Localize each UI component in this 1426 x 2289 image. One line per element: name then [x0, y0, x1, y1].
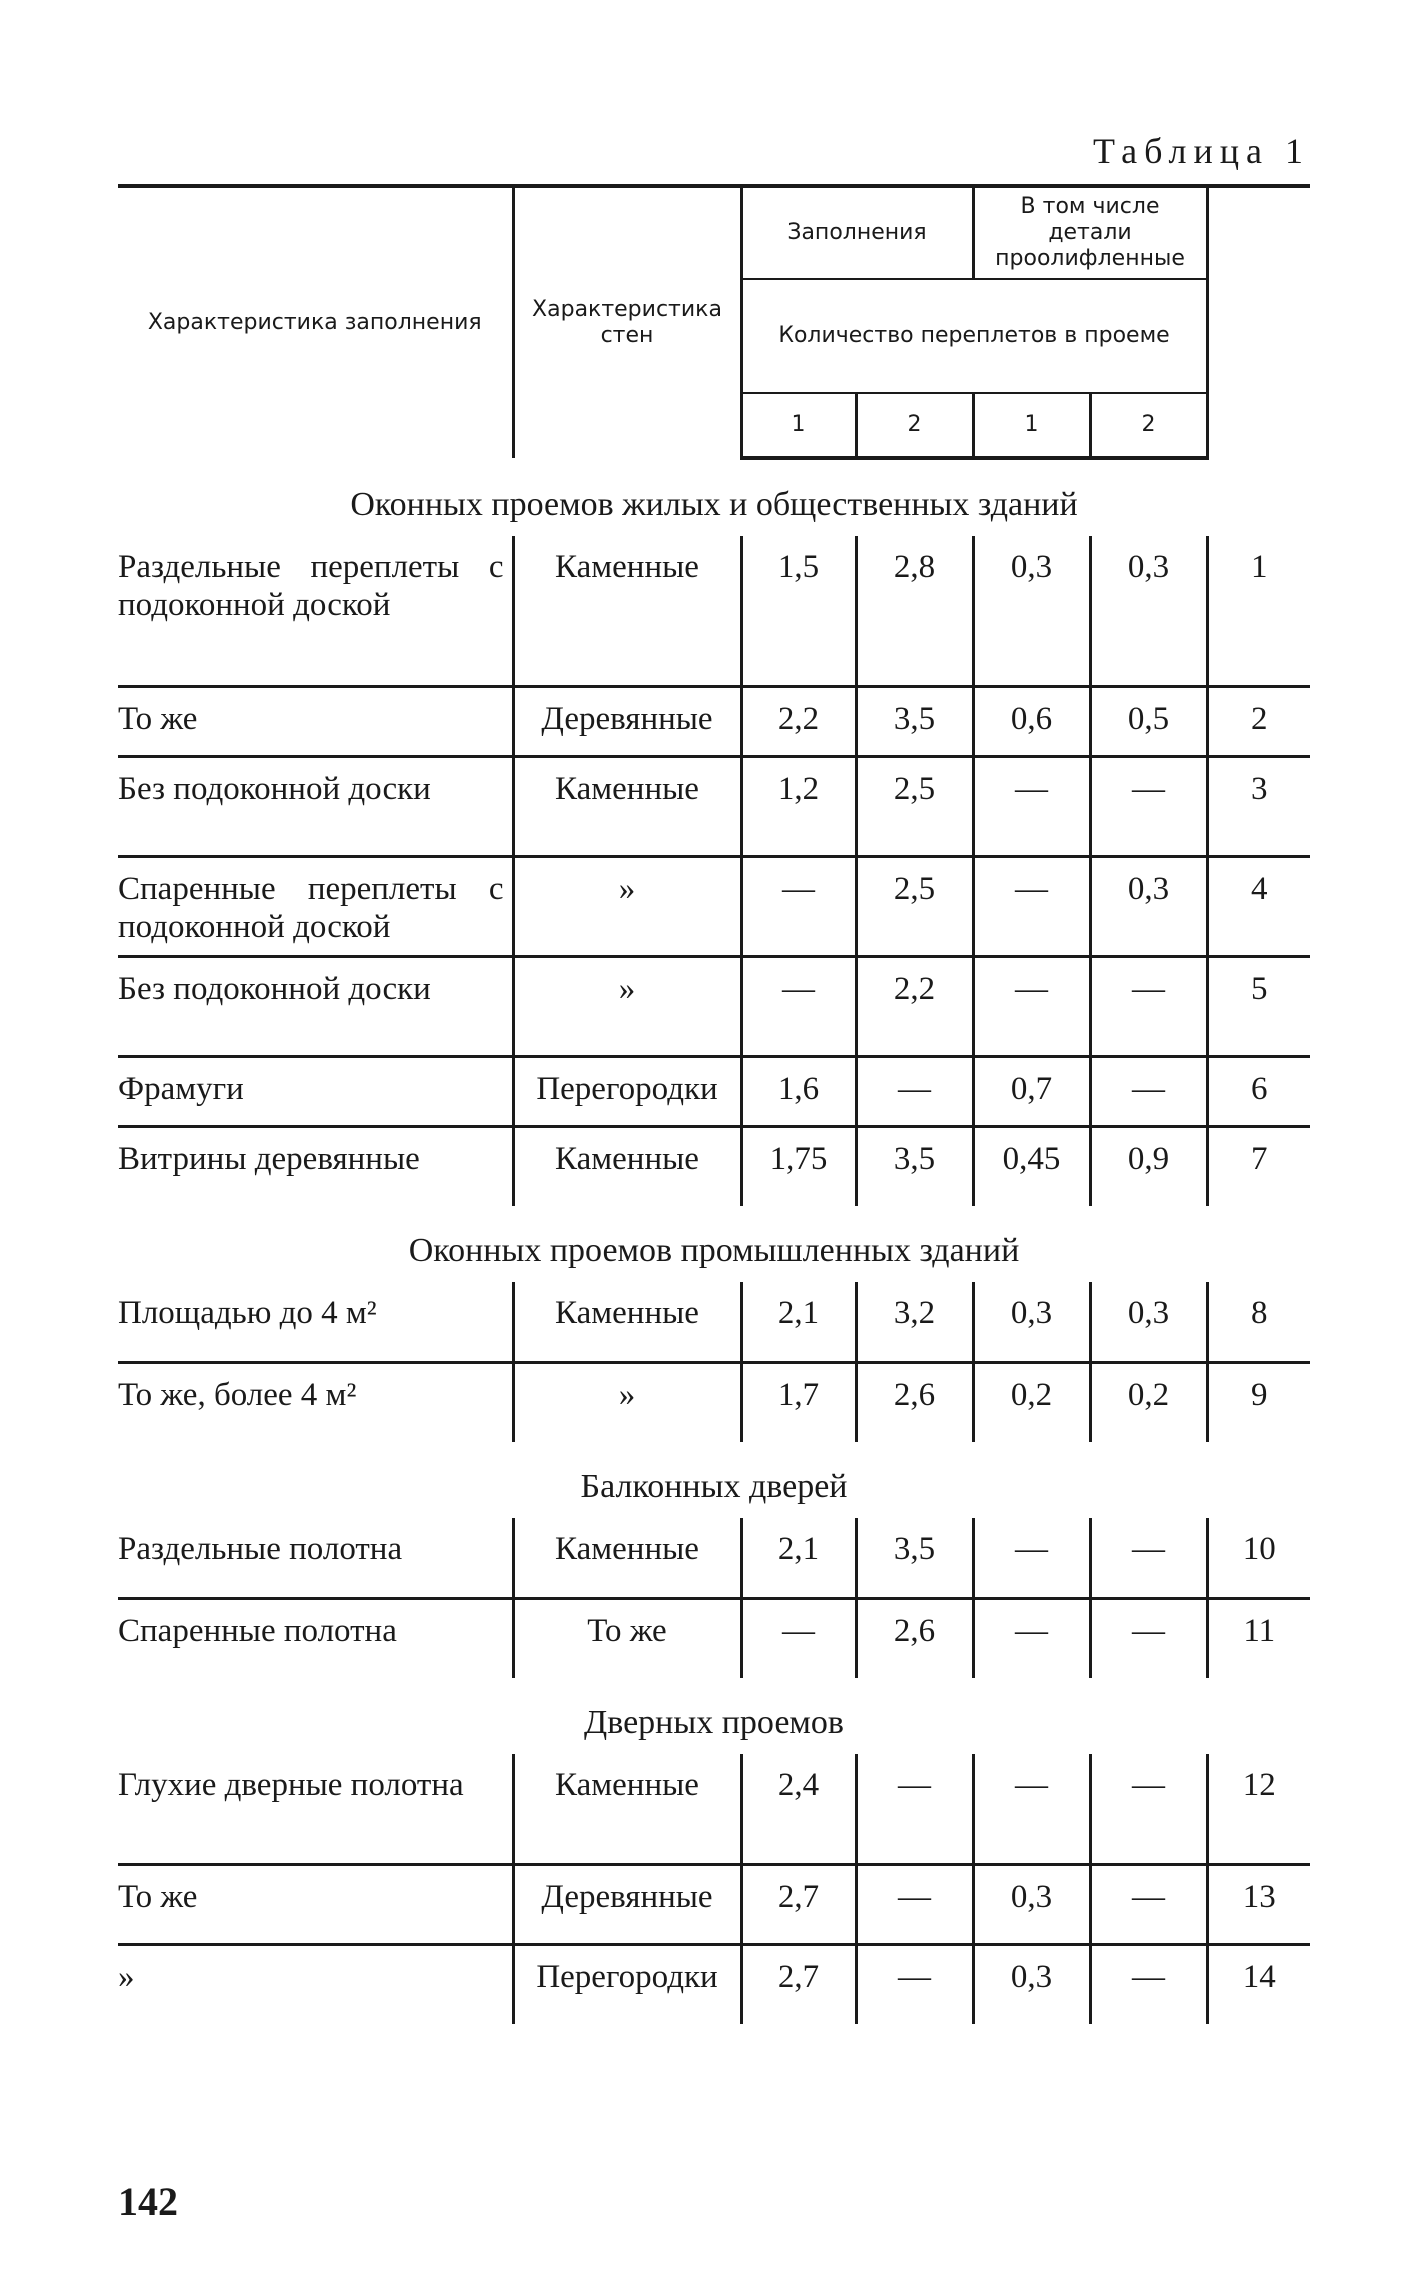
cell-walls: Перегородки [513, 1944, 741, 2024]
cell-details-1: 0,45 [973, 1126, 1090, 1206]
cell-row-number: 5 [1207, 956, 1310, 1056]
cell-walls: То же [513, 1598, 741, 1678]
cell-details-2: — [1090, 1518, 1207, 1598]
cell-details-1: 0,6 [973, 686, 1090, 756]
section-title: Оконных проемов промышленных зданий [408, 1232, 1020, 1269]
cell-row-number: 9 [1207, 1362, 1310, 1442]
cell-row-number: 2 [1207, 686, 1310, 756]
cell-fill: Фрамуги [118, 1056, 513, 1126]
cell-fill: То же, более 4 м² [118, 1376, 357, 1413]
cell-details-2: 0,3 [1090, 1282, 1207, 1362]
table-caption: Таблица 1 [1093, 131, 1310, 171]
cell-details-1: 0,7 [973, 1056, 1090, 1126]
cell-details-2: 0,2 [1090, 1362, 1207, 1442]
header-sub-2: 2 [856, 393, 973, 458]
cell-row-number: 8 [1207, 1282, 1310, 1362]
table-row [118, 956, 1310, 1056]
section-title-row [118, 458, 1310, 536]
cell-details-1: — [973, 956, 1090, 1056]
cell-details-1: — [973, 856, 1090, 956]
cell-details-2: — [1090, 1754, 1207, 1864]
cell-details-1: — [973, 1598, 1090, 1678]
cell-fill-1: 1,6 [741, 1056, 856, 1126]
table-row [118, 1362, 1310, 1442]
table-row [118, 1518, 1310, 1598]
cell-walls: Каменные [513, 1518, 741, 1598]
table-row [118, 1754, 1310, 1864]
header-count: Количество переплетов в проеме [741, 279, 1207, 393]
cell-fill: Без подоконной доски [118, 756, 513, 856]
table-row [118, 1056, 1310, 1126]
cell-fill: Витрины деревянные [118, 1140, 420, 1177]
header-fill: Характеристика заполнения [118, 186, 513, 458]
cell-fill: Площадью до 4 м² [118, 1282, 513, 1362]
cell-walls: Каменные [513, 1126, 741, 1206]
cell-fill-1: — [741, 956, 856, 1056]
cell-fill: Раздельные полотна [118, 1518, 513, 1598]
cell-details-1: — [973, 756, 1090, 856]
table-row [118, 756, 1310, 856]
table-row [118, 686, 1310, 756]
cell-fill-2: — [856, 1944, 973, 2024]
cell-details-1: — [973, 1518, 1090, 1598]
cell-details-2: — [1090, 1944, 1207, 2024]
cell-fill: Раздельные переплеты с подоконной доской [118, 536, 513, 686]
cell-fill: То же [118, 1864, 513, 1944]
cell-details-1: 0,3 [973, 1864, 1090, 1944]
data-table [118, 184, 1310, 2024]
cell-fill: То же [118, 686, 513, 756]
header-sub-3: 1 [973, 393, 1090, 458]
table-row [118, 1282, 1310, 1362]
cell-details-2: 0,3 [1090, 856, 1207, 956]
page [118, 130, 1310, 2024]
cell-fill-1: 2,2 [741, 686, 856, 756]
section-title-row [118, 1678, 1310, 1754]
cell-details-1: 0,2 [973, 1362, 1090, 1442]
cell-row-number: 6 [1207, 1056, 1310, 1126]
cell-fill: Спаренные переплеты с подоконной доской [118, 856, 513, 956]
header-group-details: В том числе детали проолифленные [973, 186, 1207, 279]
cell-row-number: 3 [1207, 756, 1310, 856]
cell-fill-2: 2,2 [856, 956, 973, 1056]
cell-walls: » [513, 1362, 741, 1442]
cell-walls: » [513, 956, 741, 1056]
cell-row-number: 12 [1207, 1754, 1310, 1864]
cell-fill-1: 1,5 [741, 536, 856, 686]
cell-walls: Деревянные [513, 686, 741, 756]
cell-walls: Каменные [513, 756, 741, 856]
cell-details-2: 0,9 [1090, 1126, 1207, 1206]
cell-fill-1: 2,1 [741, 1518, 856, 1598]
cell-walls: Перегородки [513, 1056, 741, 1126]
cell-fill-2: 3,5 [856, 1518, 973, 1598]
cell-fill-2: 3,5 [856, 1126, 973, 1206]
cell-details-2: — [1090, 956, 1207, 1056]
cell-fill: » [118, 1958, 135, 1995]
cell-row-number: 4 [1207, 856, 1310, 956]
section-title: Балконных дверей [580, 1468, 848, 1505]
cell-details-2: 0,5 [1090, 686, 1207, 756]
section-title-row [118, 1206, 1310, 1282]
cell-details-1: 0,3 [973, 536, 1090, 686]
cell-details-1: — [973, 1754, 1090, 1864]
cell-details-1: 0,3 [973, 1282, 1090, 1362]
cell-fill-1: — [741, 856, 856, 956]
cell-row-number: 14 [1207, 1944, 1310, 2024]
cell-details-2: 0,3 [1090, 536, 1207, 686]
header-walls: Характеристика стен [513, 186, 741, 458]
cell-fill-2: — [856, 1864, 973, 1944]
cell-fill: Без подоконной доски [118, 956, 513, 1056]
header-sub-4: 2 [1090, 393, 1207, 458]
table-header [118, 186, 1310, 458]
cell-walls: Каменные [513, 1754, 741, 1864]
cell-row-number: 10 [1207, 1518, 1310, 1598]
cell-fill-2: 2,8 [856, 536, 973, 686]
cell-details-2: — [1090, 1864, 1207, 1944]
section-title: Оконных проемов жилых и общественных зданий [350, 486, 1078, 523]
cell-fill-1: 2,4 [741, 1754, 856, 1864]
cell-fill-1: 1,2 [741, 756, 856, 856]
cell-details-2: — [1090, 1056, 1207, 1126]
cell-fill-2: — [856, 1754, 973, 1864]
cell-fill: Спаренные полотна [118, 1612, 397, 1649]
section-title: Дверных проемов [584, 1704, 844, 1741]
cell-fill-2: 2,5 [856, 856, 973, 956]
table-row [118, 1864, 1310, 1944]
cell-fill-2: 2,6 [856, 1598, 973, 1678]
table-row [118, 536, 1310, 686]
cell-walls: Деревянные [513, 1864, 741, 1944]
header-empty [1207, 186, 1310, 458]
table-row [118, 1598, 1310, 1678]
table-body [118, 458, 1310, 2024]
cell-walls: Каменные [513, 1282, 741, 1362]
header-group-fill: Заполнения [741, 186, 973, 279]
cell-fill-2: — [856, 1056, 973, 1126]
cell-details-2: — [1090, 756, 1207, 856]
cell-walls: Каменные [513, 536, 741, 686]
cell-fill-1: 1,7 [741, 1362, 856, 1442]
header-sub-1: 1 [741, 393, 856, 458]
cell-row-number: 11 [1207, 1598, 1310, 1678]
table-row [118, 856, 1310, 956]
table-row [118, 1126, 1310, 1206]
cell-fill-1: 2,1 [741, 1282, 856, 1362]
cell-fill-2: 2,5 [856, 756, 973, 856]
table-row [118, 1944, 1310, 2024]
cell-row-number: 7 [1207, 1126, 1310, 1206]
cell-fill-1: 1,75 [741, 1126, 856, 1206]
cell-fill-2: 3,2 [856, 1282, 973, 1362]
cell-fill-2: 2,6 [856, 1362, 973, 1442]
cell-fill: Глухие дверные полотна [118, 1754, 513, 1864]
cell-fill-1: 2,7 [741, 1864, 856, 1944]
cell-fill-1: — [741, 1598, 856, 1678]
cell-fill-2: 3,5 [856, 686, 973, 756]
cell-fill-1: 2,7 [741, 1944, 856, 2024]
cell-row-number: 13 [1207, 1864, 1310, 1944]
cell-walls: » [513, 856, 741, 956]
section-title-row [118, 1442, 1310, 1518]
cell-details-1: 0,3 [973, 1944, 1090, 2024]
cell-details-2: — [1090, 1598, 1207, 1678]
page-number: 142 [118, 2179, 178, 2224]
cell-row-number: 1 [1207, 536, 1310, 686]
